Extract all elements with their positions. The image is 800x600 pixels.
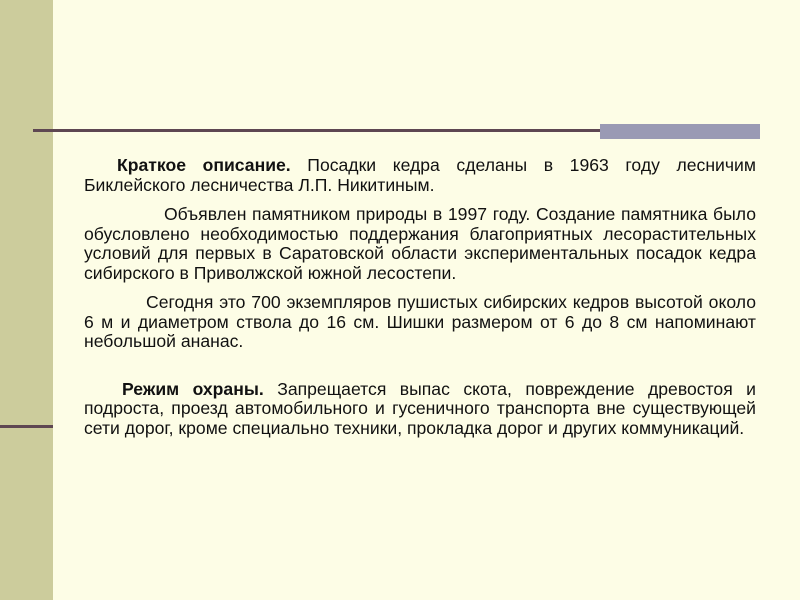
paragraph-protection-regime xyxy=(84,380,756,439)
short-description-heading: Краткое описание. xyxy=(117,155,291,175)
short-description-text: Посадки кедра сделаны в 1963 году лесничим Биклейского лесничества Л.П. Никитиным. xyxy=(84,155,756,195)
left-divider-line xyxy=(0,425,53,428)
paragraph-short-description xyxy=(84,156,756,195)
top-divider-line xyxy=(33,129,600,132)
protection-regime-text: Запрещается выпас скота, повреждение древостоя и подроста, проезд автомобильного и гусеничного транспорта вне существующей сети дорог, кроме специально техники, прокладка дорог и других коммуникаций. xyxy=(84,378,756,438)
accent-block xyxy=(600,124,760,139)
paragraph-monument-declaration: Объявлен памятником природы в 1997 году. Создание памятника было обусловлено необходимостью поддержания благоприятных лесорастительных условий для первых в Саратовской области экспериментальных посадок кедра сибирского в Приволжской южной лесостепи. xyxy=(84,204,756,283)
left-decorative-bar xyxy=(0,0,53,600)
protection-regime-heading: Режим охраны. xyxy=(122,378,264,399)
paragraph-current-state: Сегодня это 700 экземпляров пушистых сибирских кедров высотой около 6 м и диаметром ствола до 16 см. Шишки размером от 6 до 8 см напоминают небольшой ананас. xyxy=(84,292,756,351)
slide-body xyxy=(84,156,756,438)
